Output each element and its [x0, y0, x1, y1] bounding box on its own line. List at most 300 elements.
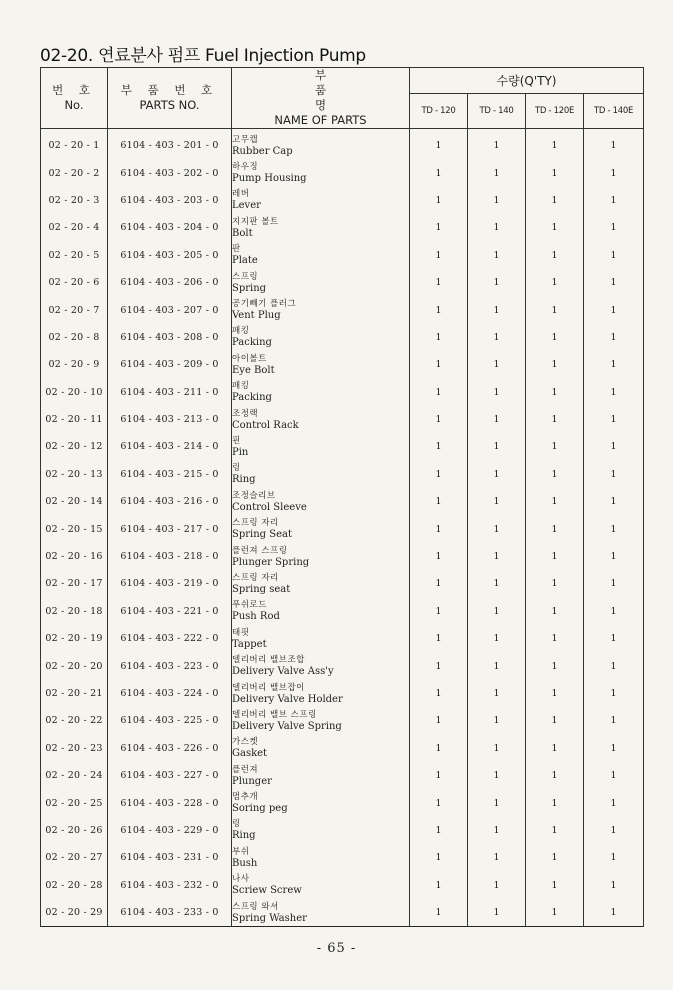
part-name-en: Push Rod [232, 611, 280, 623]
row-number: 02 - 20 - 16 [41, 543, 108, 570]
qty-td120: 1 [410, 570, 468, 597]
qty-td120: 1 [410, 242, 468, 269]
row-number: 02 - 20 - 26 [41, 817, 108, 844]
qty-td140e: 1 [584, 543, 644, 570]
qty-td140: 1 [468, 652, 526, 679]
row-part-name [232, 735, 410, 762]
part-name-en: Plate [232, 255, 258, 267]
row-parts-no: 6104 - 403 - 214 - 0 [108, 433, 232, 460]
qty-td120e: 1 [526, 214, 584, 241]
qty-td140: 1 [468, 351, 526, 378]
row-part-name [232, 242, 410, 269]
table-row [41, 707, 644, 734]
part-name-en: Pin [232, 446, 249, 458]
qty-td140e: 1 [584, 269, 644, 296]
qty-td120: 1 [410, 789, 468, 816]
qty-td140e: 1 [584, 379, 644, 406]
table-row [41, 187, 644, 214]
row-parts-no: 6104 - 403 - 209 - 0 [108, 351, 232, 378]
table-row [41, 762, 644, 789]
row-parts-no: 6104 - 403 - 223 - 0 [108, 652, 232, 679]
row-parts-no: 6104 - 403 - 216 - 0 [108, 488, 232, 515]
qty-td140: 1 [468, 433, 526, 460]
qty-td140: 1 [468, 515, 526, 542]
row-number: 02 - 20 - 12 [41, 433, 108, 460]
table-row [41, 406, 644, 433]
part-name-en: Packing [232, 337, 272, 349]
table-row [41, 269, 644, 296]
row-number: 02 - 20 - 27 [41, 844, 108, 871]
qty-td120e: 1 [526, 707, 584, 734]
row-part-name [232, 324, 410, 351]
row-parts-no: 6104 - 403 - 224 - 0 [108, 680, 232, 707]
qty-td140e: 1 [584, 762, 644, 789]
qty-td140: 1 [468, 379, 526, 406]
row-number: 02 - 20 - 6 [41, 269, 108, 296]
table-row [41, 625, 644, 652]
row-number: 02 - 20 - 7 [41, 296, 108, 323]
part-name-ko: 스프링 [232, 271, 259, 282]
part-name-en: Eye Bolt [232, 364, 275, 376]
qty-td120e: 1 [526, 625, 584, 652]
header-model-td140e: TD - 140E [584, 94, 644, 129]
row-number: 02 - 20 - 29 [41, 899, 108, 927]
row-number: 02 - 20 - 22 [41, 707, 108, 734]
row-part-name [232, 187, 410, 214]
table-row [41, 652, 644, 679]
qty-td140: 1 [468, 269, 526, 296]
row-part-name [232, 872, 410, 899]
part-name-ko: 지지판 볼트 [232, 216, 279, 227]
part-name-en: Ring [232, 830, 256, 842]
qty-td140e: 1 [584, 625, 644, 652]
row-number: 02 - 20 - 25 [41, 789, 108, 816]
table-row [41, 351, 644, 378]
row-part-name [232, 159, 410, 186]
part-name-en: Delivery Valve Spring [232, 720, 342, 732]
qty-td140e: 1 [584, 324, 644, 351]
row-part-name [232, 598, 410, 625]
qty-td140: 1 [468, 570, 526, 597]
table-row [41, 515, 644, 542]
row-number: 02 - 20 - 21 [41, 680, 108, 707]
qty-td140: 1 [468, 187, 526, 214]
row-parts-no: 6104 - 403 - 233 - 0 [108, 899, 232, 927]
qty-td120: 1 [410, 680, 468, 707]
row-parts-no: 6104 - 403 - 204 - 0 [108, 214, 232, 241]
qty-td140e: 1 [584, 488, 644, 515]
qty-td120: 1 [410, 488, 468, 515]
row-part-name [232, 543, 410, 570]
qty-td120e: 1 [526, 269, 584, 296]
row-parts-no: 6104 - 403 - 229 - 0 [108, 817, 232, 844]
qty-td140: 1 [468, 296, 526, 323]
qty-td140: 1 [468, 817, 526, 844]
row-number: 02 - 20 - 4 [41, 214, 108, 241]
part-name-en: Ring [232, 474, 256, 486]
part-name-ko: 푸쉬로드 [232, 600, 267, 611]
header-no [41, 68, 108, 129]
table-row [41, 129, 644, 160]
part-name-en: Bolt [232, 227, 253, 239]
part-name-ko: 조정슬리브 [232, 490, 276, 501]
qty-td120: 1 [410, 379, 468, 406]
qty-td120e: 1 [526, 488, 584, 515]
header-model-td120: TD - 120 [410, 94, 468, 129]
row-part-name [232, 488, 410, 515]
table-row [41, 159, 644, 186]
header-parts-no-ko: 부 품 번 호 [120, 83, 219, 97]
row-parts-no: 6104 - 403 - 231 - 0 [108, 844, 232, 871]
part-name-ko: 레버 [232, 189, 250, 200]
part-name-ko: 플런져 [232, 764, 259, 775]
header-name [232, 68, 410, 129]
row-parts-no: 6104 - 403 - 226 - 0 [108, 735, 232, 762]
row-parts-no: 6104 - 403 - 211 - 0 [108, 379, 232, 406]
row-part-name [232, 817, 410, 844]
row-number: 02 - 20 - 5 [41, 242, 108, 269]
table-row [41, 296, 644, 323]
qty-td140e: 1 [584, 872, 644, 899]
qty-td140: 1 [468, 899, 526, 927]
row-parts-no: 6104 - 403 - 228 - 0 [108, 789, 232, 816]
qty-td140: 1 [468, 844, 526, 871]
qty-td120: 1 [410, 461, 468, 488]
row-part-name [232, 129, 410, 160]
table-row [41, 789, 644, 816]
qty-td120e: 1 [526, 735, 584, 762]
row-parts-no: 6104 - 403 - 225 - 0 [108, 707, 232, 734]
qty-td140: 1 [468, 625, 526, 652]
part-name-ko: 멈추개 [232, 792, 259, 803]
qty-td140e: 1 [584, 899, 644, 927]
row-part-name [232, 652, 410, 679]
part-name-en: Plunger [232, 775, 272, 787]
table-row [41, 570, 644, 597]
part-name-en: Scriew Screw [232, 885, 302, 897]
part-name-ko: 플런져 스프링 [232, 545, 288, 556]
qty-td120e: 1 [526, 187, 584, 214]
qty-td120e: 1 [526, 844, 584, 871]
qty-td120: 1 [410, 324, 468, 351]
part-name-ko: 판 [232, 244, 241, 255]
table-row [41, 899, 644, 927]
qty-td140: 1 [468, 598, 526, 625]
part-name-ko: 조정랙 [232, 408, 259, 419]
page-title: 02-20. 연료분사 펌프 Fuel Injection Pump [40, 46, 366, 66]
header-model-td120e: TD - 120E [526, 94, 584, 129]
qty-td140e: 1 [584, 707, 644, 734]
qty-td120: 1 [410, 872, 468, 899]
qty-td140e: 1 [584, 159, 644, 186]
part-name-ko: 링 [232, 819, 241, 830]
qty-td140e: 1 [584, 598, 644, 625]
row-number: 02 - 20 - 20 [41, 652, 108, 679]
row-part-name [232, 296, 410, 323]
row-number: 02 - 20 - 28 [41, 872, 108, 899]
part-name-en: Bush [232, 857, 258, 869]
row-number: 02 - 20 - 24 [41, 762, 108, 789]
table-row [41, 488, 644, 515]
row-part-name [232, 433, 410, 460]
header-parts-no [108, 68, 232, 129]
table-row [41, 680, 644, 707]
qty-td140: 1 [468, 461, 526, 488]
qty-td140: 1 [468, 543, 526, 570]
part-name-en: Spring Seat [232, 529, 292, 541]
qty-td120: 1 [410, 187, 468, 214]
row-parts-no: 6104 - 403 - 203 - 0 [108, 187, 232, 214]
row-number: 02 - 20 - 11 [41, 406, 108, 433]
qty-td140e: 1 [584, 351, 644, 378]
qty-td140e: 1 [584, 461, 644, 488]
row-parts-no: 6104 - 403 - 213 - 0 [108, 406, 232, 433]
part-name-ko: 스프링 자리 [232, 518, 279, 529]
table-row [41, 379, 644, 406]
qty-td120e: 1 [526, 570, 584, 597]
qty-td120e: 1 [526, 817, 584, 844]
part-name-en: Delivery Valve Holder [232, 693, 343, 705]
parts-table [40, 67, 644, 927]
qty-td140e: 1 [584, 570, 644, 597]
part-name-ko: 하우징 [232, 162, 259, 173]
header-name-ko: 부 품 명 [314, 68, 367, 112]
row-parts-no: 6104 - 403 - 232 - 0 [108, 872, 232, 899]
row-parts-no: 6104 - 403 - 222 - 0 [108, 625, 232, 652]
row-parts-no: 6104 - 403 - 227 - 0 [108, 762, 232, 789]
table-row [41, 324, 644, 351]
part-name-ko: 델리버리 밸브잡이 [232, 682, 305, 693]
qty-td120: 1 [410, 762, 468, 789]
row-parts-no: 6104 - 403 - 206 - 0 [108, 269, 232, 296]
row-part-name [232, 625, 410, 652]
row-part-name [232, 269, 410, 296]
qty-td140: 1 [468, 872, 526, 899]
part-name-ko: 스프링 자리 [232, 572, 279, 583]
qty-td120e: 1 [526, 598, 584, 625]
part-name-ko: 공기빼기 플러그 [232, 299, 297, 310]
qty-td120e: 1 [526, 129, 584, 160]
qty-td120: 1 [410, 269, 468, 296]
part-name-ko: 스프링 와셔 [232, 901, 279, 912]
part-name-ko: 부쉬 [232, 846, 250, 857]
qty-td140e: 1 [584, 433, 644, 460]
qty-td120e: 1 [526, 652, 584, 679]
part-name-en: Delivery Valve Ass'y [232, 666, 334, 678]
part-name-en: Packing [232, 392, 272, 404]
qty-td120: 1 [410, 817, 468, 844]
header-name-en: NAME OF PARTS [274, 113, 367, 127]
row-parts-no: 6104 - 403 - 201 - 0 [108, 129, 232, 160]
part-name-en: Spring [232, 282, 267, 294]
part-name-en: Gasket [232, 748, 268, 760]
qty-td140: 1 [468, 789, 526, 816]
qty-td120: 1 [410, 351, 468, 378]
row-part-name [232, 351, 410, 378]
row-parts-no: 6104 - 403 - 219 - 0 [108, 570, 232, 597]
row-number: 02 - 20 - 18 [41, 598, 108, 625]
qty-td140e: 1 [584, 242, 644, 269]
part-name-ko: 나사 [232, 874, 250, 885]
row-parts-no: 6104 - 403 - 221 - 0 [108, 598, 232, 625]
part-name-en: Spring seat [232, 583, 291, 595]
qty-td120e: 1 [526, 379, 584, 406]
table-row [41, 817, 644, 844]
qty-td140e: 1 [584, 680, 644, 707]
qty-td120: 1 [410, 406, 468, 433]
row-part-name [232, 707, 410, 734]
header-no-en: No. [64, 98, 84, 112]
row-parts-no: 6104 - 403 - 208 - 0 [108, 324, 232, 351]
header-model-td140: TD - 140 [468, 94, 526, 129]
qty-td140e: 1 [584, 187, 644, 214]
qty-td120: 1 [410, 433, 468, 460]
qty-td140: 1 [468, 242, 526, 269]
table-row [41, 735, 644, 762]
row-part-name [232, 899, 410, 927]
part-name-ko: 아이볼트 [232, 353, 267, 364]
part-name-ko: 델리버리 밸브 스프링 [232, 709, 317, 720]
qty-td120e: 1 [526, 159, 584, 186]
row-number: 02 - 20 - 9 [41, 351, 108, 378]
qty-td120e: 1 [526, 406, 584, 433]
qty-td120e: 1 [526, 324, 584, 351]
qty-td140: 1 [468, 762, 526, 789]
qty-td140e: 1 [584, 515, 644, 542]
qty-td120: 1 [410, 844, 468, 871]
qty-td120e: 1 [526, 762, 584, 789]
row-part-name [232, 515, 410, 542]
part-name-ko: 가스켓 [232, 737, 259, 748]
qty-td140e: 1 [584, 735, 644, 762]
row-part-name [232, 844, 410, 871]
row-part-name [232, 789, 410, 816]
table-row [41, 242, 644, 269]
header-parts-no-en: PARTS NO. [139, 98, 200, 112]
row-number: 02 - 20 - 14 [41, 488, 108, 515]
qty-td120e: 1 [526, 296, 584, 323]
qty-td140: 1 [468, 129, 526, 160]
page-number: - 65 - [316, 941, 357, 956]
part-name-ko: 고무캡 [232, 134, 259, 145]
row-part-name [232, 762, 410, 789]
qty-td140: 1 [468, 324, 526, 351]
part-name-ko: 패킹 [232, 326, 250, 337]
qty-td120: 1 [410, 515, 468, 542]
part-name-en: Pump Housing [232, 173, 307, 185]
qty-td140e: 1 [584, 789, 644, 816]
row-part-name [232, 379, 410, 406]
qty-td120: 1 [410, 735, 468, 762]
part-name-ko: 델리버리 밸브조합 [232, 655, 305, 666]
row-part-name [232, 461, 410, 488]
qty-td120e: 1 [526, 242, 584, 269]
row-parts-no: 6104 - 403 - 202 - 0 [108, 159, 232, 186]
qty-td120e: 1 [526, 680, 584, 707]
qty-td120: 1 [410, 129, 468, 160]
qty-td140e: 1 [584, 652, 644, 679]
qty-td120: 1 [410, 652, 468, 679]
row-parts-no: 6104 - 403 - 215 - 0 [108, 461, 232, 488]
row-part-name [232, 406, 410, 433]
row-number: 02 - 20 - 8 [41, 324, 108, 351]
row-number: 02 - 20 - 10 [41, 379, 108, 406]
table-row [41, 214, 644, 241]
qty-td140: 1 [468, 488, 526, 515]
qty-td120e: 1 [526, 515, 584, 542]
part-name-en: Control Sleeve [232, 501, 307, 513]
part-name-en: Tappet [232, 638, 267, 650]
qty-td140: 1 [468, 214, 526, 241]
row-number: 02 - 20 - 13 [41, 461, 108, 488]
part-name-ko: 태핏 [232, 627, 250, 638]
qty-td140e: 1 [584, 817, 644, 844]
qty-td120: 1 [410, 159, 468, 186]
qty-td120e: 1 [526, 899, 584, 927]
row-number: 02 - 20 - 23 [41, 735, 108, 762]
part-name-en: Lever [232, 200, 261, 212]
row-part-name [232, 570, 410, 597]
row-number: 02 - 20 - 15 [41, 515, 108, 542]
qty-td140e: 1 [584, 844, 644, 871]
part-name-en: Plunger Spring [232, 556, 310, 568]
qty-td120e: 1 [526, 789, 584, 816]
qty-td140: 1 [468, 735, 526, 762]
table-row [41, 461, 644, 488]
qty-td140e: 1 [584, 296, 644, 323]
qty-td120e: 1 [526, 872, 584, 899]
qty-td120e: 1 [526, 351, 584, 378]
row-part-name [232, 214, 410, 241]
part-name-en: Rubber Cap [232, 145, 293, 157]
table-row [41, 598, 644, 625]
qty-td140: 1 [468, 406, 526, 433]
header-no-ko: 번 호 [52, 83, 96, 97]
qty-td120: 1 [410, 296, 468, 323]
qty-td140e: 1 [584, 129, 644, 160]
row-parts-no: 6104 - 403 - 207 - 0 [108, 296, 232, 323]
part-name-en: Spring Washer [232, 912, 307, 924]
qty-td140: 1 [468, 707, 526, 734]
table-row [41, 872, 644, 899]
row-parts-no: 6104 - 403 - 217 - 0 [108, 515, 232, 542]
qty-td120e: 1 [526, 433, 584, 460]
qty-td140: 1 [468, 680, 526, 707]
part-name-en: Soring peg [232, 803, 288, 815]
parts-table-body [41, 129, 644, 927]
qty-td120: 1 [410, 598, 468, 625]
qty-td120e: 1 [526, 461, 584, 488]
part-name-en: Control Rack [232, 419, 299, 431]
qty-td120: 1 [410, 543, 468, 570]
row-part-name [232, 680, 410, 707]
part-name-en: Vent Plug [232, 310, 281, 322]
qty-td140: 1 [468, 159, 526, 186]
table-row [41, 844, 644, 871]
qty-td120: 1 [410, 214, 468, 241]
qty-td120: 1 [410, 625, 468, 652]
row-number: 02 - 20 - 3 [41, 187, 108, 214]
part-name-ko: 링 [232, 463, 241, 474]
row-number: 02 - 20 - 2 [41, 159, 108, 186]
qty-td120: 1 [410, 899, 468, 927]
row-number: 02 - 20 - 19 [41, 625, 108, 652]
part-name-ko: 핀 [232, 435, 241, 446]
row-parts-no: 6104 - 403 - 205 - 0 [108, 242, 232, 269]
qty-td120e: 1 [526, 543, 584, 570]
qty-td120: 1 [410, 707, 468, 734]
table-row [41, 433, 644, 460]
